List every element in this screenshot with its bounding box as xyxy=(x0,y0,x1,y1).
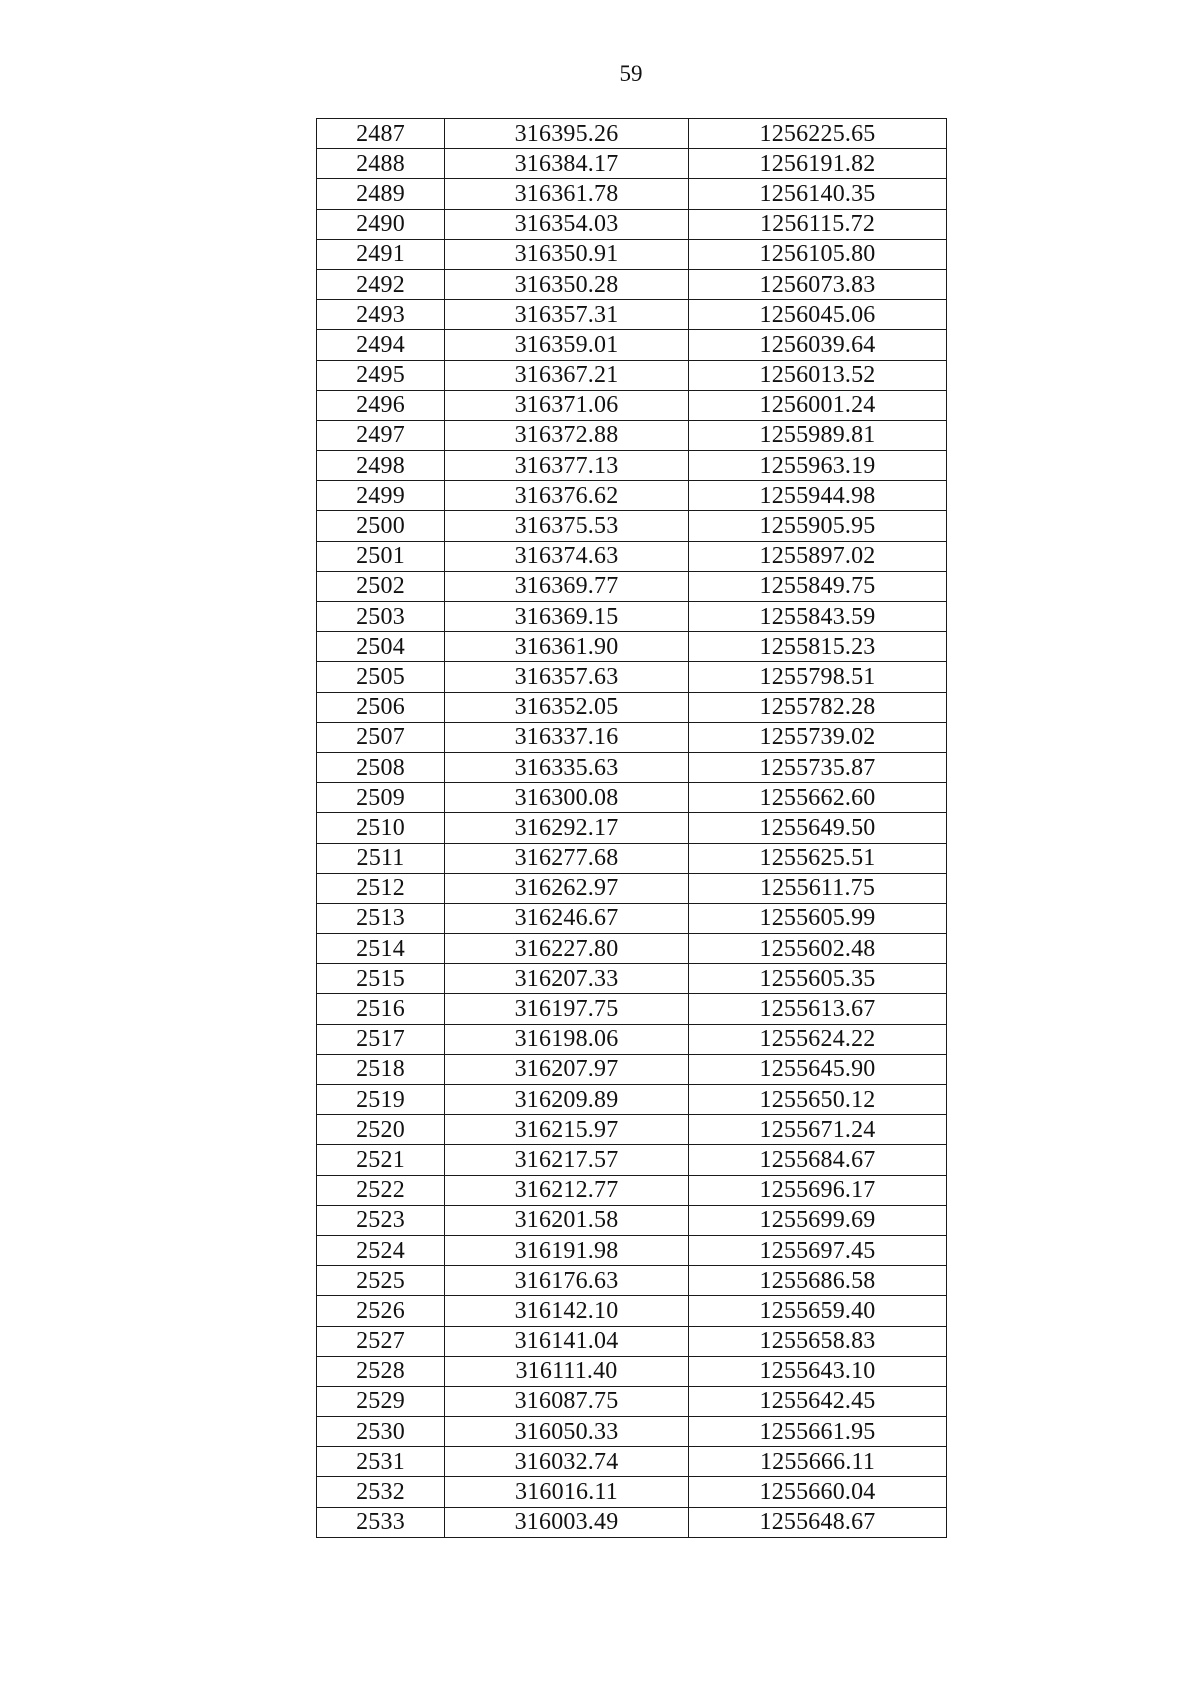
x-coordinate-cell: 316300.08 xyxy=(445,783,689,813)
point-number-cell: 2492 xyxy=(317,269,445,299)
point-number-cell: 2503 xyxy=(317,602,445,632)
table-row xyxy=(317,1205,947,1235)
page-number: 59 xyxy=(619,61,643,86)
point-number-cell: 2514 xyxy=(317,934,445,964)
x-coordinate-cell: 316207.33 xyxy=(445,964,689,994)
y-coordinate-cell: 1256045.06 xyxy=(689,300,947,330)
point-number-cell: 2500 xyxy=(317,511,445,541)
table-row xyxy=(317,783,947,813)
y-coordinate-cell: 1255739.02 xyxy=(689,722,947,752)
x-coordinate-cell: 316384.17 xyxy=(445,149,689,179)
table-row xyxy=(317,752,947,782)
y-coordinate-cell: 1255666.11 xyxy=(689,1447,947,1477)
point-number-cell: 2496 xyxy=(317,390,445,420)
point-number-cell: 2499 xyxy=(317,481,445,511)
point-number-cell: 2487 xyxy=(317,119,445,149)
point-number-cell: 2528 xyxy=(317,1356,445,1386)
table-row xyxy=(317,1266,947,1296)
point-number-cell: 2510 xyxy=(317,813,445,843)
y-coordinate-cell: 1256115.72 xyxy=(689,209,947,239)
table-row xyxy=(317,149,947,179)
point-number-cell: 2527 xyxy=(317,1326,445,1356)
x-coordinate-cell: 316369.77 xyxy=(445,571,689,601)
point-number-cell: 2520 xyxy=(317,1115,445,1145)
point-number-cell: 2529 xyxy=(317,1386,445,1416)
table-row xyxy=(317,934,947,964)
x-coordinate-cell: 316198.06 xyxy=(445,1024,689,1054)
point-number-cell: 2507 xyxy=(317,722,445,752)
point-number-cell: 2509 xyxy=(317,783,445,813)
point-number-cell: 2530 xyxy=(317,1417,445,1447)
table-row xyxy=(317,1326,947,1356)
table-row xyxy=(317,903,947,933)
y-coordinate-cell: 1256001.24 xyxy=(689,390,947,420)
point-number-cell: 2495 xyxy=(317,360,445,390)
point-number-cell: 2489 xyxy=(317,179,445,209)
y-coordinate-cell: 1255624.22 xyxy=(689,1024,947,1054)
y-coordinate-cell: 1255649.50 xyxy=(689,813,947,843)
x-coordinate-cell: 316357.31 xyxy=(445,300,689,330)
x-coordinate-cell: 316207.97 xyxy=(445,1054,689,1084)
x-coordinate-cell: 316377.13 xyxy=(445,451,689,481)
y-coordinate-cell: 1255989.81 xyxy=(689,420,947,450)
point-number-cell: 2522 xyxy=(317,1175,445,1205)
table-row xyxy=(317,1145,947,1175)
y-coordinate-cell: 1255944.98 xyxy=(689,481,947,511)
y-coordinate-cell: 1255645.90 xyxy=(689,1054,947,1084)
x-coordinate-cell: 316361.90 xyxy=(445,632,689,662)
x-coordinate-cell: 316201.58 xyxy=(445,1205,689,1235)
table-row xyxy=(317,1115,947,1145)
y-coordinate-cell: 1255650.12 xyxy=(689,1085,947,1115)
point-number-cell: 2512 xyxy=(317,873,445,903)
y-coordinate-cell: 1255613.67 xyxy=(689,994,947,1024)
x-coordinate-cell: 316087.75 xyxy=(445,1386,689,1416)
y-coordinate-cell: 1255602.48 xyxy=(689,934,947,964)
table-row xyxy=(317,813,947,843)
x-coordinate-cell: 316335.63 xyxy=(445,752,689,782)
point-number-cell: 2526 xyxy=(317,1296,445,1326)
y-coordinate-cell: 1255648.67 xyxy=(689,1507,947,1537)
point-number-cell: 2521 xyxy=(317,1145,445,1175)
y-coordinate-cell: 1255686.58 xyxy=(689,1266,947,1296)
point-number-cell: 2497 xyxy=(317,420,445,450)
y-coordinate-cell: 1255963.19 xyxy=(689,451,947,481)
table-row xyxy=(317,662,947,692)
table-row xyxy=(317,481,947,511)
y-coordinate-cell: 1255697.45 xyxy=(689,1235,947,1265)
x-coordinate-cell: 316352.05 xyxy=(445,692,689,722)
point-number-cell: 2523 xyxy=(317,1205,445,1235)
x-coordinate-cell: 316374.63 xyxy=(445,541,689,571)
x-coordinate-cell: 316292.17 xyxy=(445,813,689,843)
table-row xyxy=(317,722,947,752)
y-coordinate-cell: 1255661.95 xyxy=(689,1417,947,1447)
x-coordinate-cell: 316376.62 xyxy=(445,481,689,511)
x-coordinate-cell: 316372.88 xyxy=(445,420,689,450)
point-number-cell: 2493 xyxy=(317,300,445,330)
x-coordinate-cell: 316350.91 xyxy=(445,239,689,269)
table-row xyxy=(317,1235,947,1265)
x-coordinate-cell: 316350.28 xyxy=(445,269,689,299)
table-row xyxy=(317,300,947,330)
x-coordinate-cell: 316262.97 xyxy=(445,873,689,903)
table-row xyxy=(317,994,947,1024)
y-coordinate-cell: 1255843.59 xyxy=(689,602,947,632)
y-coordinate-cell: 1255611.75 xyxy=(689,873,947,903)
table-row xyxy=(317,1175,947,1205)
y-coordinate-cell: 1255696.17 xyxy=(689,1175,947,1205)
x-coordinate-cell: 316141.04 xyxy=(445,1326,689,1356)
y-coordinate-cell: 1255905.95 xyxy=(689,511,947,541)
x-coordinate-cell: 316359.01 xyxy=(445,330,689,360)
x-coordinate-cell: 316215.97 xyxy=(445,1115,689,1145)
y-coordinate-cell: 1255849.75 xyxy=(689,571,947,601)
y-coordinate-cell: 1256039.64 xyxy=(689,330,947,360)
x-coordinate-cell: 316111.40 xyxy=(445,1356,689,1386)
x-coordinate-cell: 316354.03 xyxy=(445,209,689,239)
table-row xyxy=(317,511,947,541)
x-coordinate-cell: 316176.63 xyxy=(445,1266,689,1296)
y-coordinate-cell: 1255699.69 xyxy=(689,1205,947,1235)
point-number-cell: 2506 xyxy=(317,692,445,722)
table-row xyxy=(317,360,947,390)
point-number-cell: 2519 xyxy=(317,1085,445,1115)
x-coordinate-cell: 316361.78 xyxy=(445,179,689,209)
table-row xyxy=(317,602,947,632)
y-coordinate-cell: 1255643.10 xyxy=(689,1356,947,1386)
y-coordinate-cell: 1255798.51 xyxy=(689,662,947,692)
y-coordinate-cell: 1255658.83 xyxy=(689,1326,947,1356)
y-coordinate-cell: 1255605.35 xyxy=(689,964,947,994)
table-row xyxy=(317,1507,947,1537)
table-row xyxy=(317,692,947,722)
table-row xyxy=(317,843,947,873)
table-row xyxy=(317,964,947,994)
x-coordinate-cell: 316217.57 xyxy=(445,1145,689,1175)
x-coordinate-cell: 316209.89 xyxy=(445,1085,689,1115)
table-row xyxy=(317,239,947,269)
y-coordinate-cell: 1256140.35 xyxy=(689,179,947,209)
table-row xyxy=(317,119,947,149)
y-coordinate-cell: 1256191.82 xyxy=(689,149,947,179)
table-row xyxy=(317,571,947,601)
y-coordinate-cell: 1255671.24 xyxy=(689,1115,947,1145)
table-row xyxy=(317,390,947,420)
point-number-cell: 2518 xyxy=(317,1054,445,1084)
point-number-cell: 2498 xyxy=(317,451,445,481)
point-number-cell: 2501 xyxy=(317,541,445,571)
point-number-cell: 2488 xyxy=(317,149,445,179)
y-coordinate-cell: 1255662.60 xyxy=(689,783,947,813)
y-coordinate-cell: 1255684.67 xyxy=(689,1145,947,1175)
point-number-cell: 2505 xyxy=(317,662,445,692)
point-number-cell: 2515 xyxy=(317,964,445,994)
table-row xyxy=(317,541,947,571)
table-row xyxy=(317,1477,947,1507)
x-coordinate-cell: 316191.98 xyxy=(445,1235,689,1265)
point-number-cell: 2494 xyxy=(317,330,445,360)
x-coordinate-cell: 316395.26 xyxy=(445,119,689,149)
y-coordinate-cell: 1255642.45 xyxy=(689,1386,947,1416)
y-coordinate-cell: 1255782.28 xyxy=(689,692,947,722)
table-row xyxy=(317,179,947,209)
y-coordinate-cell: 1255735.87 xyxy=(689,752,947,782)
point-number-cell: 2524 xyxy=(317,1235,445,1265)
table-row xyxy=(317,1054,947,1084)
x-coordinate-cell: 316050.33 xyxy=(445,1417,689,1447)
x-coordinate-cell: 316197.75 xyxy=(445,994,689,1024)
table-row xyxy=(317,873,947,903)
table-row xyxy=(317,269,947,299)
x-coordinate-cell: 316142.10 xyxy=(445,1296,689,1326)
table-row xyxy=(317,209,947,239)
point-number-cell: 2516 xyxy=(317,994,445,1024)
y-coordinate-cell: 1255897.02 xyxy=(689,541,947,571)
point-number-cell: 2508 xyxy=(317,752,445,782)
table-row xyxy=(317,632,947,662)
point-number-cell: 2491 xyxy=(317,239,445,269)
point-number-cell: 2525 xyxy=(317,1266,445,1296)
x-coordinate-cell: 316371.06 xyxy=(445,390,689,420)
table-row xyxy=(317,330,947,360)
x-coordinate-cell: 316227.80 xyxy=(445,934,689,964)
coordinates-table xyxy=(316,118,947,1538)
table-row xyxy=(317,420,947,450)
point-number-cell: 2531 xyxy=(317,1447,445,1477)
x-coordinate-cell: 316277.68 xyxy=(445,843,689,873)
y-coordinate-cell: 1256105.80 xyxy=(689,239,947,269)
table-row xyxy=(317,1356,947,1386)
x-coordinate-cell: 316246.67 xyxy=(445,903,689,933)
point-number-cell: 2511 xyxy=(317,843,445,873)
table-row xyxy=(317,1085,947,1115)
point-number-cell: 2513 xyxy=(317,903,445,933)
y-coordinate-cell: 1255659.40 xyxy=(689,1296,947,1326)
table-row xyxy=(317,1447,947,1477)
x-coordinate-cell: 316367.21 xyxy=(445,360,689,390)
point-number-cell: 2532 xyxy=(317,1477,445,1507)
x-coordinate-cell: 316357.63 xyxy=(445,662,689,692)
y-coordinate-cell: 1255605.99 xyxy=(689,903,947,933)
table-row xyxy=(317,1024,947,1054)
x-coordinate-cell: 316369.15 xyxy=(445,602,689,632)
point-number-cell: 2533 xyxy=(317,1507,445,1537)
y-coordinate-cell: 1255660.04 xyxy=(689,1477,947,1507)
y-coordinate-cell: 1255625.51 xyxy=(689,843,947,873)
x-coordinate-cell: 316375.53 xyxy=(445,511,689,541)
coordinates-table-body xyxy=(317,119,947,1538)
x-coordinate-cell: 316016.11 xyxy=(445,1477,689,1507)
y-coordinate-cell: 1255815.23 xyxy=(689,632,947,662)
x-coordinate-cell: 316337.16 xyxy=(445,722,689,752)
point-number-cell: 2517 xyxy=(317,1024,445,1054)
point-number-cell: 2490 xyxy=(317,209,445,239)
x-coordinate-cell: 316003.49 xyxy=(445,1507,689,1537)
table-row xyxy=(317,1386,947,1416)
y-coordinate-cell: 1256225.65 xyxy=(689,119,947,149)
y-coordinate-cell: 1256013.52 xyxy=(689,360,947,390)
point-number-cell: 2502 xyxy=(317,571,445,601)
table-row xyxy=(317,1296,947,1326)
x-coordinate-cell: 316032.74 xyxy=(445,1447,689,1477)
y-coordinate-cell: 1256073.83 xyxy=(689,269,947,299)
point-number-cell: 2504 xyxy=(317,632,445,662)
table-row xyxy=(317,451,947,481)
table-row xyxy=(317,1417,947,1447)
x-coordinate-cell: 316212.77 xyxy=(445,1175,689,1205)
